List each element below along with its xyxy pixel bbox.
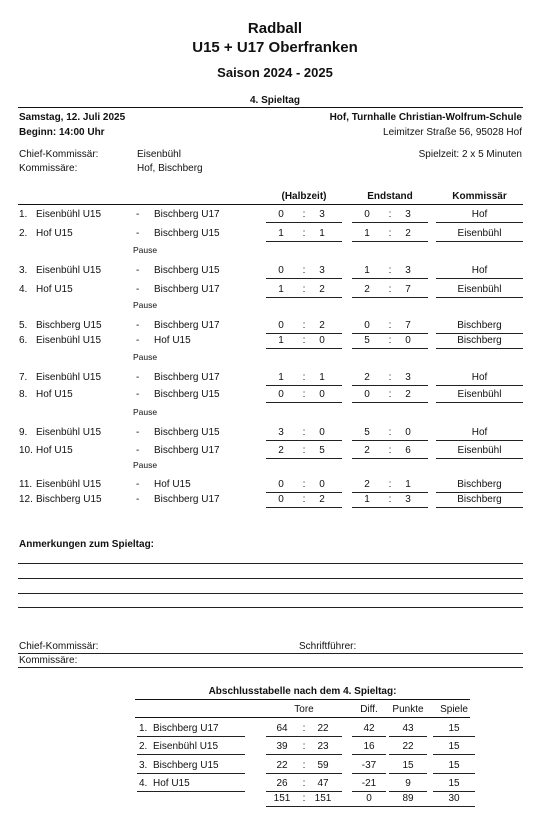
- final-away-score: 7: [405, 320, 411, 331]
- match-separator: -: [136, 494, 140, 505]
- standings-games-underline: [433, 791, 475, 792]
- standings-title: Abschlusstabelle nach dem 4. Spieltag:: [208, 686, 397, 697]
- halftime-underline: [266, 440, 342, 441]
- score-colon: :: [388, 209, 392, 220]
- pause-label: Pause: [133, 300, 158, 310]
- standings-goals-against: 23: [317, 741, 329, 752]
- totals-diff: 0: [366, 793, 372, 804]
- final-underline: [352, 241, 428, 242]
- standings-points: 9: [405, 778, 411, 789]
- totals-underline: [266, 806, 475, 807]
- match-separator: -: [136, 389, 140, 400]
- score-colon: :: [388, 228, 392, 239]
- score-colon: :: [302, 284, 306, 295]
- signature-commissioners-label: Kommissäre:: [19, 655, 78, 666]
- standings-col-diff: Diff.: [360, 704, 378, 715]
- final-underline: [352, 492, 428, 493]
- commissioners-label: Kommissäre:: [19, 163, 78, 174]
- halftime-away-score: 0: [319, 479, 325, 490]
- standings-rank: 4.: [139, 778, 148, 789]
- match-commissioner: Bischberg: [457, 335, 502, 346]
- standings-team: Hof U15: [153, 778, 190, 789]
- score-colon: :: [302, 265, 306, 276]
- standings-team: Bischberg U15: [153, 760, 219, 771]
- commissioners-value: Hof, Bischberg: [137, 163, 203, 174]
- halftime-home-score: 3: [278, 427, 284, 438]
- remarks-line: [18, 563, 523, 564]
- standings-points: 43: [402, 723, 414, 734]
- halftime-underline: [266, 348, 342, 349]
- halftime-away-score: 1: [319, 228, 325, 239]
- halftime-away-score: 0: [319, 427, 325, 438]
- score-colon: :: [388, 284, 392, 295]
- score-colon: :: [388, 320, 392, 331]
- standings-colon: :: [302, 760, 306, 771]
- halftime-home-score: 2: [278, 445, 284, 456]
- chief-commissioner-value: Eisenbühl: [137, 149, 181, 160]
- standings-header-line: [135, 717, 470, 718]
- standings-team-underline: [137, 754, 245, 755]
- standings-rank: 2.: [139, 741, 148, 752]
- match-number: 2.: [19, 228, 28, 239]
- match-away-team: Bischberg U17: [154, 284, 220, 295]
- standings-goals-underline: [266, 754, 342, 755]
- standings-diff: 42: [363, 723, 375, 734]
- standings-colon: :: [302, 723, 306, 734]
- match-separator: -: [136, 445, 140, 456]
- event-date: Samstag, 12. Juli 2025: [19, 112, 126, 123]
- standings-diff-underline: [352, 736, 386, 737]
- standings-col-tore: Tore: [294, 704, 314, 715]
- pause-label: Pause: [133, 460, 158, 470]
- match-separator: -: [136, 427, 140, 438]
- commissioner-underline: [436, 348, 523, 349]
- match-commissioner: Bischberg: [457, 320, 502, 331]
- standings-diff-underline: [352, 754, 386, 755]
- score-colon: :: [302, 372, 306, 383]
- final-underline: [352, 278, 428, 279]
- commissioner-underline: [436, 385, 523, 386]
- score-colon: :: [388, 335, 392, 346]
- match-home-team: Bischberg U15: [36, 320, 102, 331]
- standings-team: Eisenbühl U15: [153, 741, 219, 752]
- final-away-score: 1: [405, 479, 411, 490]
- match-home-team: Hof U15: [36, 389, 73, 400]
- standings-diff: 16: [363, 741, 375, 752]
- standings-points-underline: [389, 754, 427, 755]
- standings-games: 15: [448, 723, 460, 734]
- commissioner-underline: [436, 222, 523, 223]
- standings-points-underline: [389, 736, 427, 737]
- match-away-team: Bischberg U17: [154, 445, 220, 456]
- score-colon: :: [302, 445, 306, 456]
- col-endstand: Endstand: [367, 191, 413, 202]
- final-underline: [352, 507, 428, 508]
- standings-games-underline: [433, 773, 475, 774]
- pause-label: Pause: [133, 407, 158, 417]
- remarks-title: Anmerkungen zum Spieltag:: [19, 539, 155, 550]
- score-colon: :: [388, 479, 392, 490]
- final-home-score: 2: [364, 445, 370, 456]
- match-number: 12.: [19, 494, 33, 505]
- match-number: 6.: [19, 335, 28, 346]
- final-home-score: 5: [364, 335, 370, 346]
- final-away-score: 0: [405, 335, 411, 346]
- halftime-underline: [266, 222, 342, 223]
- match-away-team: Bischberg U15: [154, 228, 220, 239]
- final-away-score: 0: [405, 427, 411, 438]
- final-underline: [352, 297, 428, 298]
- event-start: Beginn: 14:00 Uhr: [19, 127, 105, 138]
- match-home-team: Eisenbühl U15: [36, 335, 102, 346]
- halftime-home-score: 0: [278, 494, 284, 505]
- match-away-team: Bischberg U15: [154, 265, 220, 276]
- score-colon: :: [388, 445, 392, 456]
- standings-games-underline: [433, 736, 475, 737]
- commissioner-underline: [436, 402, 523, 403]
- halftime-home-score: 1: [278, 372, 284, 383]
- standings-games: 15: [448, 741, 460, 752]
- match-number: 11.: [19, 479, 33, 490]
- match-home-team: Eisenbühl U15: [36, 427, 102, 438]
- halftime-home-score: 0: [278, 320, 284, 331]
- final-underline: [352, 440, 428, 441]
- signature-line: [18, 653, 523, 654]
- match-away-team: Hof U15: [154, 335, 191, 346]
- score-colon: :: [302, 427, 306, 438]
- event-address: Leimitzer Straße 56, 95028 Hof: [383, 127, 522, 138]
- halftime-away-score: 0: [319, 389, 325, 400]
- document-title: Radball: [247, 20, 303, 37]
- score-colon: :: [302, 228, 306, 239]
- match-commissioner: Eisenbühl: [457, 445, 502, 456]
- event-venue: Hof, Turnhalle Christian-Wolfrum-Schule: [329, 112, 522, 123]
- final-home-score: 1: [364, 265, 370, 276]
- match-commissioner: Bischberg: [457, 479, 502, 490]
- match-number: 7.: [19, 372, 28, 383]
- standings-goals-underline: [266, 791, 342, 792]
- commissioner-underline: [436, 297, 523, 298]
- match-home-team: Eisenbühl U15: [36, 372, 102, 383]
- match-home-team: Eisenbühl U15: [36, 209, 102, 220]
- commissioner-underline: [436, 458, 523, 459]
- standings-col-spiele: Spiele: [440, 704, 468, 715]
- halftime-home-score: 0: [278, 209, 284, 220]
- final-underline: [352, 348, 428, 349]
- match-number: 8.: [19, 389, 28, 400]
- score-colon: :: [302, 209, 306, 220]
- halftime-home-score: 1: [278, 228, 284, 239]
- document-subtitle: U15 + U17 Oberfranken: [192, 39, 358, 56]
- halftime-home-score: 0: [278, 389, 284, 400]
- standings-goals-for: 26: [276, 778, 288, 789]
- halftime-away-score: 3: [319, 209, 325, 220]
- halftime-underline: [266, 241, 342, 242]
- totals-goals-for: 151: [273, 793, 291, 804]
- match-commissioner: Eisenbühl: [457, 284, 502, 295]
- halftime-home-score: 1: [278, 335, 284, 346]
- final-away-score: 6: [405, 445, 411, 456]
- final-home-score: 1: [364, 228, 370, 239]
- pause-label: Pause: [133, 245, 158, 255]
- commissioner-underline: [436, 278, 523, 279]
- match-away-team: Bischberg U17: [154, 372, 220, 383]
- halftime-away-score: 2: [319, 284, 325, 295]
- commissioner-underline: [436, 507, 523, 508]
- match-commissioner: Hof: [471, 265, 488, 276]
- final-home-score: 2: [364, 479, 370, 490]
- match-away-team: Hof U15: [154, 479, 191, 490]
- standings-rank: 1.: [139, 723, 148, 734]
- final-home-score: 0: [364, 320, 370, 331]
- halftime-home-score: 0: [278, 265, 284, 276]
- standings-goals-underline: [266, 736, 342, 737]
- match-separator: -: [136, 209, 140, 220]
- pause-label: Pause: [133, 352, 158, 362]
- match-away-team: Bischberg U17: [154, 494, 220, 505]
- standings-games: 15: [448, 760, 460, 771]
- standings-diff: -37: [361, 760, 377, 771]
- signature-chief-label: Chief-Kommissär:: [19, 641, 99, 652]
- halftime-underline: [266, 385, 342, 386]
- remarks-line: [18, 593, 523, 594]
- commissioner-underline: [436, 333, 523, 334]
- score-colon: :: [302, 479, 306, 490]
- standings-team-underline: [137, 773, 245, 774]
- standings-points-underline: [389, 773, 427, 774]
- final-away-score: 3: [405, 494, 411, 505]
- standings-colon: :: [302, 741, 306, 752]
- standings-team-underline: [137, 736, 245, 737]
- match-number: 4.: [19, 284, 28, 295]
- standings-goals-against: 59: [317, 760, 329, 771]
- match-commissioner: Hof: [471, 427, 488, 438]
- signature-schriftfuehrer-label: Schriftführer:: [299, 641, 357, 652]
- match-separator: -: [136, 284, 140, 295]
- standings-diff-underline: [352, 773, 386, 774]
- match-home-team: Hof U15: [36, 284, 73, 295]
- standings-games: 15: [448, 778, 460, 789]
- header-divider: [18, 107, 523, 108]
- match-separator: -: [136, 320, 140, 331]
- final-home-score: 1: [364, 494, 370, 505]
- final-home-score: 0: [364, 209, 370, 220]
- final-away-score: 7: [405, 284, 411, 295]
- match-home-team: Eisenbühl U15: [36, 479, 102, 490]
- final-home-score: 2: [364, 372, 370, 383]
- halftime-away-score: 1: [319, 372, 325, 383]
- final-underline: [352, 222, 428, 223]
- halftime-away-score: 2: [319, 494, 325, 505]
- score-colon: :: [302, 335, 306, 346]
- commissioner-underline: [436, 241, 523, 242]
- match-commissioner: Hof: [471, 209, 488, 220]
- standings-goals-underline: [266, 773, 342, 774]
- halftime-away-score: 5: [319, 445, 325, 456]
- halftime-underline: [266, 333, 342, 334]
- standings-goals-for: 22: [276, 760, 288, 771]
- totals-goals-against: 151: [314, 793, 332, 804]
- halftime-home-score: 1: [278, 284, 284, 295]
- match-away-team: Bischberg U15: [154, 427, 220, 438]
- final-away-score: 3: [405, 209, 411, 220]
- standings-goals-against: 22: [317, 723, 329, 734]
- final-away-score: 3: [405, 265, 411, 276]
- season-label: Saison 2024 - 2025: [217, 65, 333, 80]
- final-home-score: 0: [364, 389, 370, 400]
- final-home-score: 2: [364, 284, 370, 295]
- standings-points: 22: [402, 741, 414, 752]
- match-separator: -: [136, 265, 140, 276]
- match-home-team: Hof U15: [36, 445, 73, 456]
- standings-points: 15: [402, 760, 414, 771]
- totals-points: 89: [402, 793, 414, 804]
- commissioner-underline: [436, 440, 523, 441]
- standings-colon: :: [302, 778, 306, 789]
- final-away-score: 2: [405, 389, 411, 400]
- standings-top-line: [135, 699, 470, 700]
- col-halbzeit: (Halbzeit): [281, 191, 327, 202]
- match-home-team: Eisenbühl U15: [36, 265, 102, 276]
- spieltag-label: 4. Spieltag: [249, 95, 300, 106]
- match-home-team: Hof U15: [36, 228, 73, 239]
- match-number: 10.: [19, 445, 33, 456]
- final-underline: [352, 333, 428, 334]
- match-separator: -: [136, 372, 140, 383]
- remarks-line: [18, 607, 523, 608]
- standings-team: Bischberg U17: [153, 723, 219, 734]
- match-commissioner: Eisenbühl: [457, 228, 502, 239]
- halftime-underline: [266, 402, 342, 403]
- halftime-underline: [266, 278, 342, 279]
- score-colon: :: [302, 320, 306, 331]
- final-underline: [352, 402, 428, 403]
- score-colon: :: [302, 389, 306, 400]
- match-number: 5.: [19, 320, 28, 331]
- match-table-header-line: [18, 204, 523, 205]
- match-separator: -: [136, 479, 140, 490]
- score-colon: :: [388, 372, 392, 383]
- final-home-score: 5: [364, 427, 370, 438]
- col-kommissar: Kommissär: [452, 191, 507, 202]
- standings-goals-against: 47: [317, 778, 329, 789]
- halftime-underline: [266, 297, 342, 298]
- match-number: 3.: [19, 265, 28, 276]
- halftime-away-score: 2: [319, 320, 325, 331]
- score-colon: :: [302, 494, 306, 505]
- commissioner-underline: [436, 492, 523, 493]
- match-number: 9.: [19, 427, 28, 438]
- match-separator: -: [136, 335, 140, 346]
- halftime-underline: [266, 492, 342, 493]
- standings-goals-for: 39: [276, 741, 288, 752]
- score-colon: :: [388, 389, 392, 400]
- halftime-underline: [266, 507, 342, 508]
- halftime-away-score: 0: [319, 335, 325, 346]
- standings-team-underline: [137, 791, 245, 792]
- standings-points-underline: [389, 791, 427, 792]
- match-away-team: Bischberg U17: [154, 209, 220, 220]
- final-underline: [352, 458, 428, 459]
- score-colon: :: [388, 265, 392, 276]
- match-away-team: Bischberg U17: [154, 320, 220, 331]
- game-duration: Spielzeit: 2 x 5 Minuten: [418, 149, 522, 160]
- match-separator: -: [136, 228, 140, 239]
- standings-rank: 3.: [139, 760, 148, 771]
- standings-diff: -21: [361, 778, 377, 789]
- score-colon: :: [388, 427, 392, 438]
- standings-goals-for: 64: [276, 723, 288, 734]
- score-colon: :: [388, 494, 392, 505]
- match-commissioner: Hof: [471, 372, 488, 383]
- totals-colon: :: [302, 793, 306, 804]
- halftime-home-score: 0: [278, 479, 284, 490]
- standings-games-underline: [433, 754, 475, 755]
- match-commissioner: Bischberg: [457, 494, 502, 505]
- standings-col-punkte: Punkte: [392, 704, 424, 715]
- standings-diff-underline: [352, 791, 386, 792]
- remarks-line: [18, 578, 523, 579]
- match-home-team: Bischberg U15: [36, 494, 102, 505]
- final-away-score: 2: [405, 228, 411, 239]
- match-commissioner: Eisenbühl: [457, 389, 502, 400]
- signature-line: [18, 667, 523, 668]
- match-away-team: Bischberg U15: [154, 389, 220, 400]
- chief-commissioner-label: Chief-Kommissär:: [19, 149, 99, 160]
- halftime-away-score: 3: [319, 265, 325, 276]
- final-away-score: 3: [405, 372, 411, 383]
- totals-games: 30: [448, 793, 460, 804]
- halftime-underline: [266, 458, 342, 459]
- match-number: 1.: [19, 209, 28, 220]
- final-underline: [352, 385, 428, 386]
